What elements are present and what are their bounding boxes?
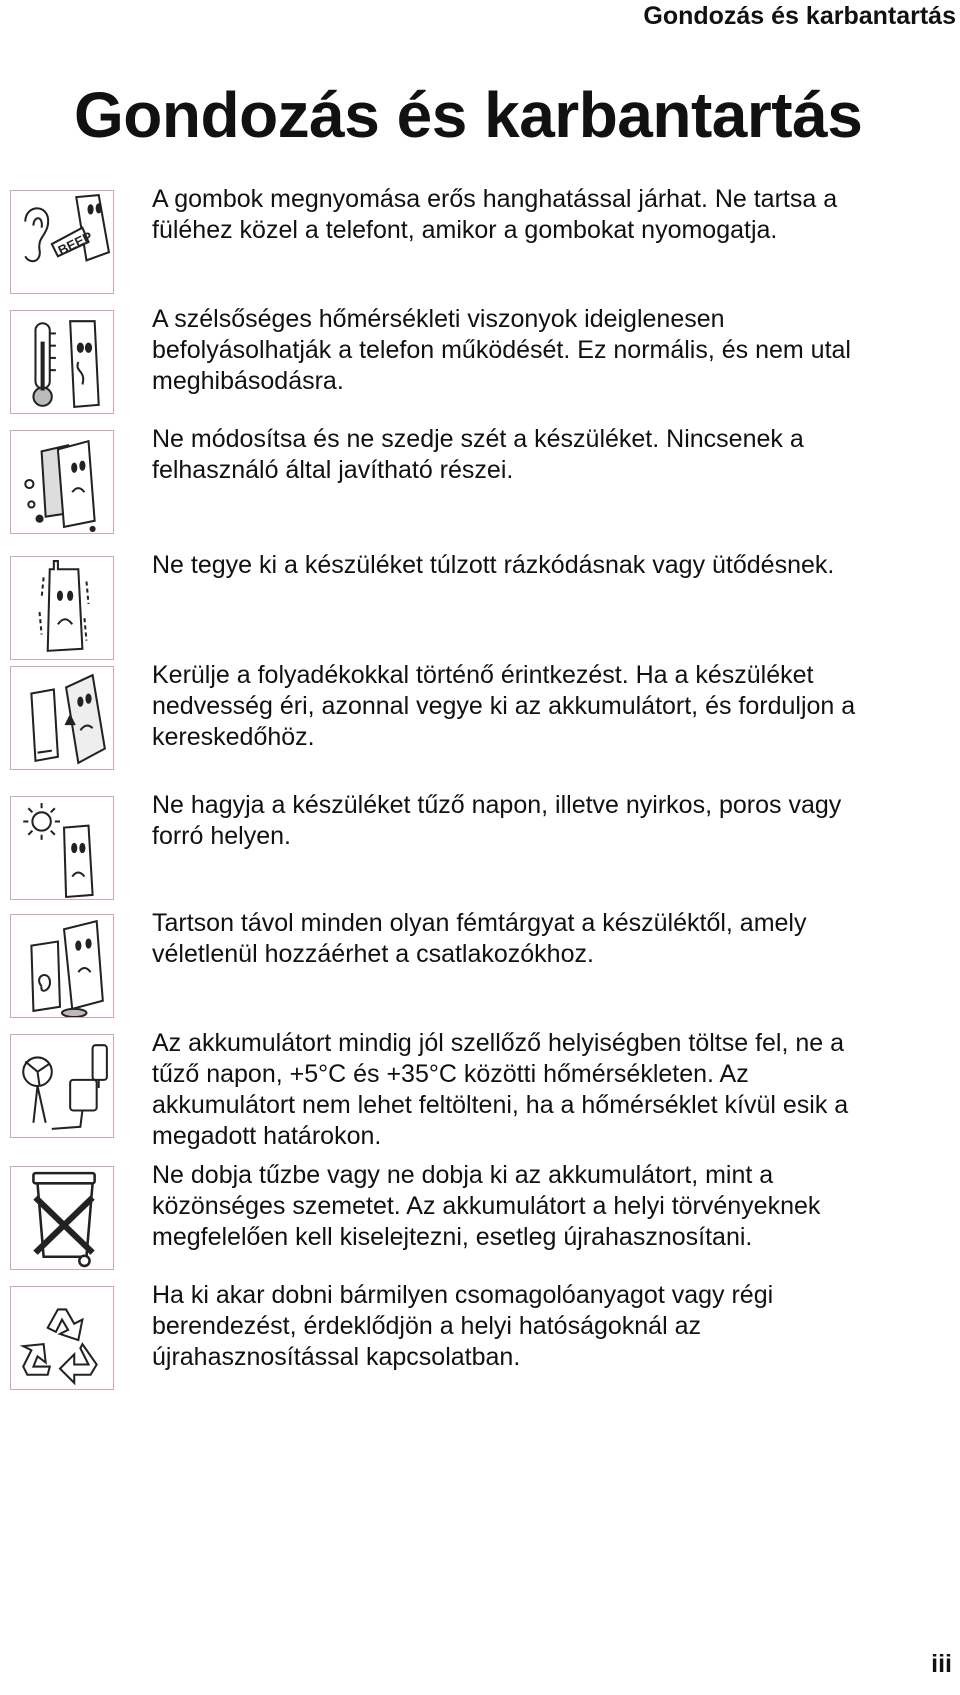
care-item [10, 185, 950, 294]
care-item [10, 425, 950, 534]
care-item-text: A gombok megnyomása erős hanghatással járhat. Ne tartsa a füléhez közel a telefont, amikor a gombokat nyomogatja. [152, 185, 838, 244]
care-item-text: Tartson távol minden olyan fémtárgyat a készüléktől, amely véletlenül hozzáérhet a csatlakozókhoz. [152, 909, 807, 968]
care-item-text: A szélsőséges hőmérsékleti viszonyok ideiglenesen befolyásolhatják a telefon működését. Ez normális, és nem utal meghibásodásra. [152, 305, 851, 395]
running-header: Gondozás és karbantartás [643, 2, 956, 30]
care-item-text: Ne módosítsa és ne szedje szét a készüléket. Nincsenek a felhasználó által javítható részei. [152, 425, 804, 484]
care-item [10, 305, 950, 414]
beep-ear-icon [10, 190, 114, 294]
liquid-icon [10, 666, 114, 770]
care-item [10, 1161, 950, 1270]
care-item-text: Az akkumulátort mindig jól szellőző helyiségben töltse fel, ne a tűző napon, +5°C és +35°C közötti hőmérsékleten. Az akkumulátort nem lehet feltölteni, ha a hőmérséklet kívül esik a megadott határokon. [152, 1029, 849, 1150]
care-item [10, 1281, 950, 1390]
care-item [10, 791, 950, 900]
care-item [10, 1029, 950, 1150]
page-number: iii [931, 1650, 952, 1678]
page-title: Gondozás és karbantartás [74, 79, 863, 151]
care-item-text: Ne hagyja a készüléket tűző napon, illetve nyirkos, poros vagy forró helyen. [152, 791, 842, 850]
care-item [10, 661, 950, 770]
beep-label: BEEP [55, 228, 95, 259]
care-item-text: Ne dobja tűzbe vagy ne dobja ki az akkumulátort, mint a közönséges szemetet. Az akkumulátort a helyi törvényeknek megfelelően kell kiselejtezni, esetleg újrahasznosítani. [152, 1161, 821, 1251]
care-item [10, 909, 950, 1018]
care-item [10, 551, 950, 660]
care-item-text: Ha ki akar dobni bármilyen csomagolóanyagot vagy régi berendezést, érdeklődjön a helyi hatóságoknál az újrahasznosítással kapcsolatban. [152, 1281, 774, 1371]
disassembly-icon [10, 430, 114, 534]
crossed-bin-icon [10, 1166, 114, 1270]
care-item-text: Ne tegye ki a készüléket túlzott rázkódásnak vagy ütődésnek. [152, 551, 835, 579]
thermometer-icon [10, 310, 114, 414]
care-item-text: Kerülje a folyadékokkal történő érintkezést. Ha a készüléket nedvesség éri, azonnal vegye ki az akkumulátort, és forduljon a kereskedőhöz. [152, 661, 856, 751]
sun-icon [10, 796, 114, 900]
recycle-icon [10, 1286, 114, 1390]
metal-objects-icon [10, 914, 114, 1018]
shock-icon [10, 556, 114, 660]
charging-icon [10, 1034, 114, 1138]
